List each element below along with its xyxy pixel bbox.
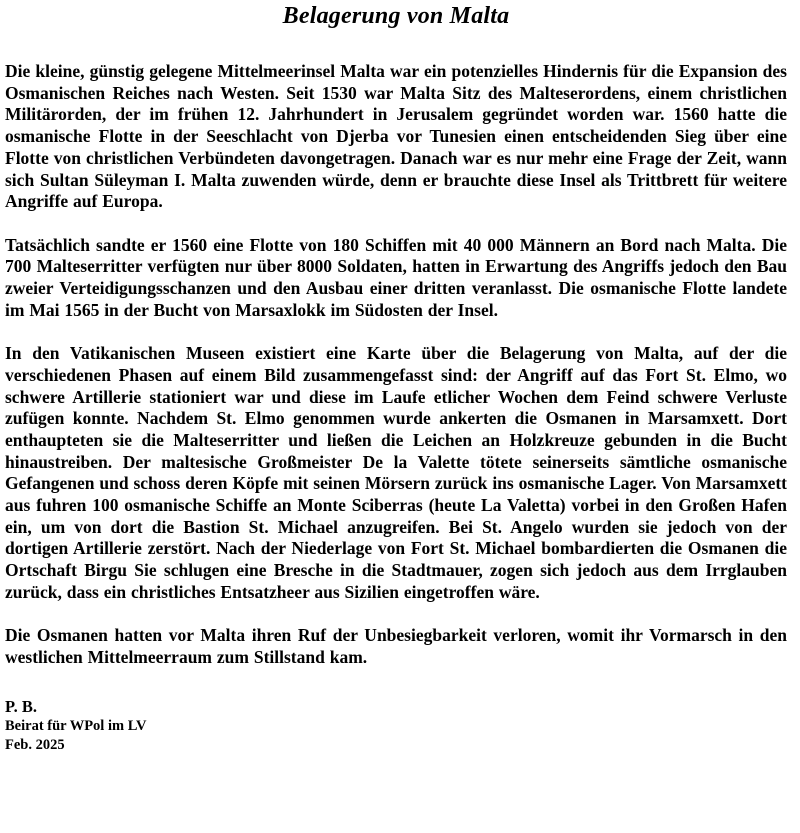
document-title: Belagerung von Malta xyxy=(282,3,510,29)
paragraph-fleet: Tatsächlich sandte er 1560 eine Flotte von 180 Schiffen mit 40 000 Männern an Bord nach Malta. Die 700 Malteserritter verfügten nur über 8000 Soldaten, hatten in Erwartung des Angriffs jedoch den Bau zweier Verteidigungsschanzen und den Ausbau einer dritten veranlasst. Die osmanische Flotte landete im Mai 1565 in der Bucht von Marsaxlokk im Südosten der Insel. xyxy=(5,234,787,320)
paragraph-conclusion: Die Osmanen hatten vor Malta ihren Ruf der Unbesiegbarkeit verloren, womit ihr Vormarsch in den westlichen Mittelmeerraum zum Stillstand kam. xyxy=(5,625,787,667)
signature-affiliation: Beirat für WPol im LV xyxy=(5,717,147,734)
signature-initials: P. B. xyxy=(5,696,37,716)
signature-block xyxy=(5,696,787,756)
paragraph-vatican-map: In den Vatikanischen Museen existiert eine Karte über die Belagerung von Malta, auf der die verschiedenen Phasen auf einem Bild zusammengefasst sind: der Angriff auf das Fort St. Elmo, wo schwere Artillerie stationiert war und diese im Laufe etlicher Wochen dem Feind schwere Verluste zufügen konnte. Nachdem St. Elmo genommen wurde ankerten die Osmanen in Marsamxett. Dort enthaupteten sie die Malteserritter und ließen die Leichen an Holzkreuze gebunden in die Bucht hinaustreiben. Der maltesische Großmeister De la Valette tötete seinerseits sämtliche osmanische Gefangenen und schoss deren Köpfe mit seinen Mörsern zurück ins osmanische Lager. Von Marsamxett aus fuhren 100 osmanische Schiffe an Monte Sciberras (heute La Valetta) vorbei in den Großen Hafen ein, um von dort die Bastion St. Michael anzugreifen. Bei St. Angelo wurden sie jedoch von der dortigen Artillerie zerstört. Nach der Niederlage von Fort St. Michael bombardierten die Osmanen die Ortschaft Birgu Sie schlugen eine Bresche in die Stadtmauer, zogen sich jedoch aus dem Irrglauben zurück, dass ein christliches Entsatzheer aus Sizilien eingetroffen wäre. xyxy=(5,343,787,602)
paragraph-introduction: Die kleine, günstig gelegene Mittelmeerinsel Malta war ein potenzielles Hindernis für die Expansion des Osmanischen Reiches nach Westen. Seit 1530 war Malta Sitz des Malteserordens, einem christlichen Militärorden, der im frühen 12. Jahrhundert in Jerusalem gegründet worden war. 1560 hatte die osmanische Flotte in der Seeschlacht von Djerba vor Tunesien einen entscheidenden Sieg über eine Flotte von christlichen Verbündeten davongetragen. Danach war es nur mehr eine Frage der Zeit, wann sich Sultan Süleyman I. Malta zuwenden würde, denn er brauchte diese Insel als Trittbrett für weitere Angriffe auf Europa. xyxy=(5,61,787,212)
signature-date: Feb. 2025 xyxy=(5,737,65,754)
